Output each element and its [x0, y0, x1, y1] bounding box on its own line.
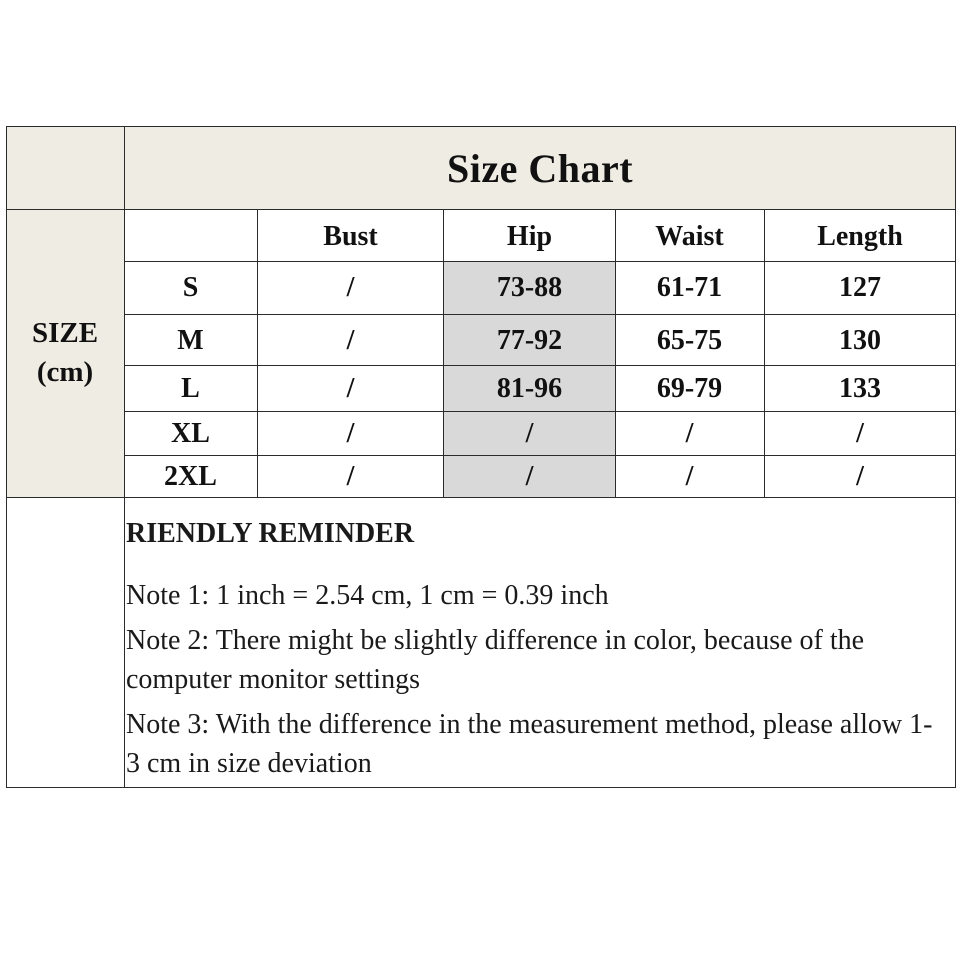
note-1: Note 1: 1 inch = 2.54 cm, 1 cm = 0.39 inch — [126, 580, 609, 611]
column-header-waist: Waist — [655, 220, 724, 252]
size-label-line2: (cm) — [36, 356, 94, 388]
reminder-heading: RIENDLY REMINDER — [126, 518, 415, 549]
table-cell-bust: / — [346, 460, 355, 492]
table-cell-hip: 81-96 — [496, 372, 563, 404]
page-title: Size Chart — [446, 145, 634, 191]
table-cell-bust: / — [346, 271, 355, 303]
table-cell-length: 127 — [839, 271, 881, 303]
table-cell-hip: / — [525, 417, 534, 449]
table-cell-waist: 69-79 — [656, 372, 723, 404]
size-label-line1: SIZE — [31, 316, 99, 349]
table-cell-hip: 73-88 — [496, 271, 563, 303]
table-cell-waist: 65-75 — [656, 324, 723, 356]
table-cell-hip: / — [525, 460, 534, 492]
table-cell-length: 133 — [839, 372, 881, 404]
row-size-label: M — [177, 324, 204, 356]
note-2: Note 2: There might be slightly difference in color, because of the computer monitor settings — [126, 625, 865, 695]
column-header-bust: Bust — [323, 220, 378, 252]
column-header-hip: Hip — [506, 220, 553, 252]
table-cell-bust: / — [346, 324, 355, 356]
row-size-label: 2XL — [164, 460, 217, 492]
row-size-label: XL — [171, 417, 210, 449]
table-cell-bust: / — [346, 417, 355, 449]
table-cell-hip: 77-92 — [496, 324, 563, 356]
table-cell-waist: / — [685, 417, 694, 449]
table-cell-length: / — [856, 417, 864, 449]
table-cell-waist: 61-71 — [656, 271, 723, 303]
table-cell-length: / — [856, 460, 864, 492]
row-size-label: S — [182, 271, 199, 303]
reminder-section — [126, 514, 946, 789]
divider — [6, 209, 956, 210]
note-3: Note 3: With the difference in the measurement method, please allow 1-3 cm in size deviation — [126, 709, 933, 779]
table-cell-length: 130 — [839, 324, 881, 356]
table-cell-bust: / — [346, 372, 355, 404]
size-unit-label — [6, 209, 124, 497]
row-size-label: L — [181, 372, 200, 404]
table-cell-waist: / — [685, 460, 694, 492]
column-header-length: Length — [817, 220, 903, 252]
